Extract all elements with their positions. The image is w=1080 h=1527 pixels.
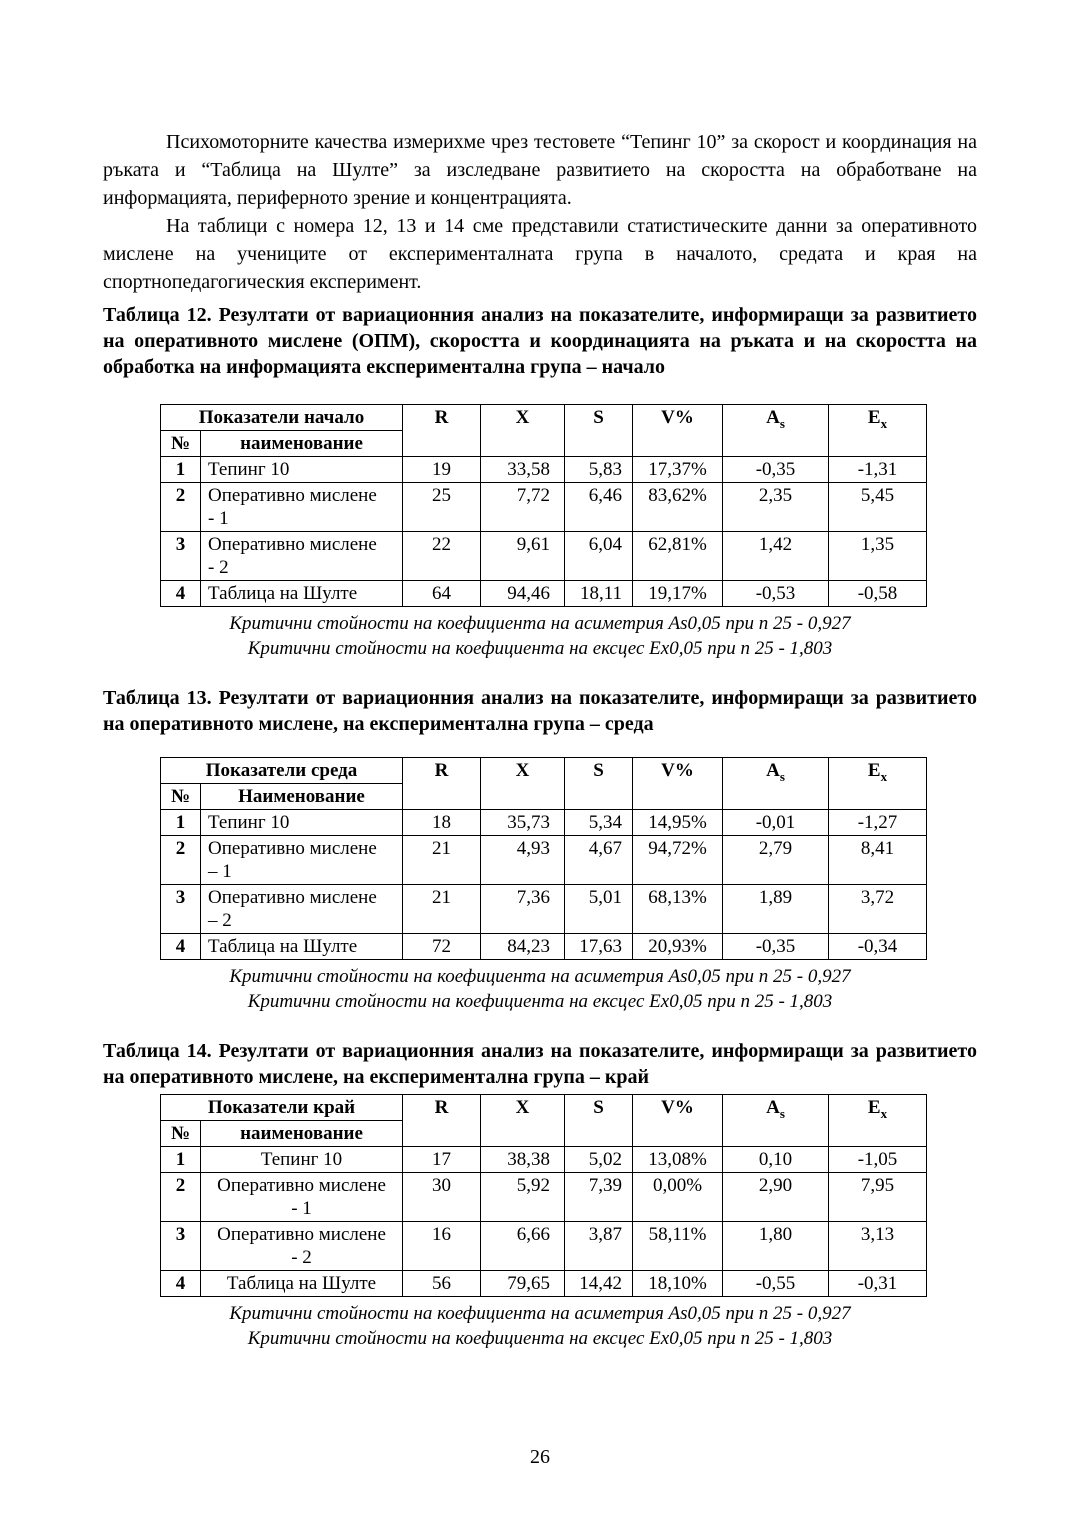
cell-name-line2: – 1 xyxy=(208,861,232,882)
cell-name-line1: Оперативно мислене xyxy=(208,485,377,506)
header-group-label: Показатели среда xyxy=(161,758,403,784)
cell-ex: 3,13 xyxy=(829,1222,927,1271)
cell-v: 14,95% xyxy=(633,810,723,836)
table-row xyxy=(161,457,927,483)
cell-name xyxy=(201,581,403,607)
cell-num: 1 xyxy=(161,1147,201,1173)
note-asymmetry: Критични стойности на коефициента на асиметрия As0,05 при n 25 - 0,927 xyxy=(229,966,851,987)
table-row xyxy=(161,532,927,581)
table-12 xyxy=(160,404,927,607)
table-13-caption: Таблица 13. Резултати от вариационния анализ на показателите, информиращи за развитието на оперативното мислене, на експериментална група – среда xyxy=(103,687,977,735)
header-row-group xyxy=(161,758,927,784)
table-row xyxy=(161,836,927,885)
cell-num: 2 xyxy=(161,483,201,532)
as-label-sub: s xyxy=(779,768,785,784)
cell-as: 2,90 xyxy=(723,1173,829,1222)
cell-name-line1: Таблица на Шулте xyxy=(208,583,358,604)
cell-name xyxy=(201,810,403,836)
ex-label-base: E xyxy=(867,1097,881,1118)
cell-r: 21 xyxy=(403,836,481,885)
header-row-group xyxy=(161,1095,927,1121)
cell-ex: 3,72 xyxy=(829,885,927,934)
cell-num: 3 xyxy=(161,1222,201,1271)
cell-num: 1 xyxy=(161,457,201,483)
cell-ex: -1,31 xyxy=(829,457,927,483)
cell-as: -0,01 xyxy=(723,810,829,836)
ex-label-sub: x xyxy=(880,1105,888,1121)
cell-r: 30 xyxy=(403,1173,481,1222)
cell-v: 0,00% xyxy=(633,1173,723,1222)
table-row xyxy=(161,885,927,934)
cell-name-line1: Оперативно мислене xyxy=(208,887,377,908)
cell-x: 35,73 xyxy=(481,810,565,836)
cell-as: 1,89 xyxy=(723,885,829,934)
cell-name xyxy=(201,483,403,532)
cell-num: 4 xyxy=(161,581,201,607)
note-asymmetry: Критични стойности на коефициента на асиметрия As0,05 при n 25 - 0,927 xyxy=(229,613,851,634)
cell-s: 5,34 xyxy=(565,810,633,836)
cell-s: 5,83 xyxy=(565,457,633,483)
cell-name-line2: - 1 xyxy=(291,1198,312,1219)
cell-num: 2 xyxy=(161,1173,201,1222)
cell-name-line2: - 2 xyxy=(208,557,229,578)
cell-s: 17,63 xyxy=(565,934,633,960)
cell-name xyxy=(201,1222,403,1271)
col-header-v: V% xyxy=(633,1095,723,1147)
col-header-ex xyxy=(829,758,927,810)
col-header-num: № xyxy=(161,431,201,457)
cell-as: 0,10 xyxy=(723,1147,829,1173)
table-row xyxy=(161,1173,927,1222)
table-13-notes xyxy=(103,964,977,1014)
header-row-group xyxy=(161,405,927,431)
cell-ex: -0,58 xyxy=(829,581,927,607)
table-row xyxy=(161,1222,927,1271)
cell-s: 6,04 xyxy=(565,532,633,581)
note-kurtosis: Критични стойности на коефициента на ексцес Ex0,05 при n 25 - 1,803 xyxy=(247,638,833,659)
col-header-name: наименование xyxy=(201,431,403,457)
cell-as: -0,55 xyxy=(723,1271,829,1297)
note-asymmetry: Критични стойности на коефициента на асиметрия As0,05 при n 25 - 0,927 xyxy=(229,1303,851,1324)
cell-x: 4,93 xyxy=(481,836,565,885)
table-row xyxy=(161,483,927,532)
cell-r: 17 xyxy=(403,1147,481,1173)
note-kurtosis: Критични стойности на коефициента на ексцес Ex0,05 при n 25 - 1,803 xyxy=(247,991,833,1012)
col-header-ex xyxy=(829,405,927,457)
cell-num: 4 xyxy=(161,1271,201,1297)
col-header-s: S xyxy=(565,1095,633,1147)
col-header-x: X xyxy=(481,1095,565,1147)
cell-x: 6,66 xyxy=(481,1222,565,1271)
cell-v: 13,08% xyxy=(633,1147,723,1173)
cell-v: 94,72% xyxy=(633,836,723,885)
page-number: 26 xyxy=(530,1446,550,1468)
table-row xyxy=(161,1147,927,1173)
cell-name-line1: Оперативно мислене xyxy=(217,1224,386,1245)
cell-ex: -1,27 xyxy=(829,810,927,836)
cell-x: 84,23 xyxy=(481,934,565,960)
cell-as: 1,80 xyxy=(723,1222,829,1271)
ex-label-base: E xyxy=(867,760,881,781)
cell-x: 79,65 xyxy=(481,1271,565,1297)
table-row xyxy=(161,581,927,607)
table-row xyxy=(161,1271,927,1297)
col-header-ex xyxy=(829,1095,927,1147)
table-12-caption: Таблица 12. Резултати от вариационния анализ на показателите, информиращи за развитието на оперативното мислене (ОПМ), скоростта и координацията на ръката и на скоростта на обработка на информацията експериментална група – начало xyxy=(103,304,977,378)
cell-r: 72 xyxy=(403,934,481,960)
cell-ex: -0,34 xyxy=(829,934,927,960)
note-kurtosis: Критични стойности на коефициента на ексцес Ex0,05 при n 25 - 1,803 xyxy=(247,1328,833,1349)
header-group-label: Показатели край xyxy=(161,1095,403,1121)
cell-s: 6,46 xyxy=(565,483,633,532)
cell-v: 17,37% xyxy=(633,457,723,483)
paragraph-psychomotor: Психомоторните качества измерихме чрез тестовете “Тепинг 10” за скорост и координация на ръката и “Таблица на Шулте” за изследване развитието на скоростта на обработване на информацията, периферното зрение и концентрацията. xyxy=(103,131,977,209)
cell-v: 20,93% xyxy=(633,934,723,960)
col-header-r: R xyxy=(403,758,481,810)
table-14-caption: Таблица 14. Резултати от вариационния анализ на показателите, информиращи за развитието на оперативното мислене, на експериментална група – край xyxy=(103,1040,977,1088)
cell-r: 25 xyxy=(403,483,481,532)
cell-name-line1: Тепинг 10 xyxy=(208,459,290,480)
col-header-s: S xyxy=(565,758,633,810)
cell-v: 68,13% xyxy=(633,885,723,934)
cell-name xyxy=(201,836,403,885)
cell-name xyxy=(201,934,403,960)
col-header-name: наименование xyxy=(201,1121,403,1147)
as-label-sub: s xyxy=(779,415,785,431)
cell-r: 16 xyxy=(403,1222,481,1271)
cell-ex: -1,05 xyxy=(829,1147,927,1173)
col-header-num: № xyxy=(161,784,201,810)
col-header-name: Наименование xyxy=(201,784,403,810)
cell-as: -0,35 xyxy=(723,934,829,960)
cell-ex: 8,41 xyxy=(829,836,927,885)
cell-x: 7,36 xyxy=(481,885,565,934)
cell-r: 18 xyxy=(403,810,481,836)
paragraph-tables-intro: На таблици с номера 12, 13 и 14 сме представили статистическите данни за оперативното мислене на учениците от експерименталната група в началото, средата и края на спортнопедагогическия експеримент. xyxy=(103,215,977,293)
col-header-as xyxy=(723,405,829,457)
cell-name-line2: – 2 xyxy=(208,910,232,931)
cell-r: 19 xyxy=(403,457,481,483)
cell-x: 94,46 xyxy=(481,581,565,607)
cell-x: 33,58 xyxy=(481,457,565,483)
table-12-notes xyxy=(103,611,977,661)
col-header-v: V% xyxy=(633,758,723,810)
cell-as: -0,53 xyxy=(723,581,829,607)
cell-as: 2,79 xyxy=(723,836,829,885)
col-header-as xyxy=(723,758,829,810)
col-header-x: X xyxy=(481,758,565,810)
col-header-v: V% xyxy=(633,405,723,457)
cell-name-line1: Тепинг 10 xyxy=(260,1149,343,1170)
cell-x: 7,72 xyxy=(481,483,565,532)
cell-v: 18,10% xyxy=(633,1271,723,1297)
cell-ex: 1,35 xyxy=(829,532,927,581)
cell-num: 2 xyxy=(161,836,201,885)
cell-s: 18,11 xyxy=(565,581,633,607)
cell-num: 3 xyxy=(161,885,201,934)
cell-name-line1: Тепинг 10 xyxy=(208,812,290,833)
table-row xyxy=(161,934,927,960)
cell-name-line1: Оперативно мислене xyxy=(208,534,377,555)
cell-v: 83,62% xyxy=(633,483,723,532)
ex-label-sub: x xyxy=(880,768,888,784)
cell-x: 9,61 xyxy=(481,532,565,581)
table-14 xyxy=(160,1094,927,1297)
table-14-notes xyxy=(103,1301,977,1351)
cell-name xyxy=(201,1173,403,1222)
cell-name-line1: Оперативно мислене xyxy=(208,838,377,859)
header-group-label: Показатели начало xyxy=(161,405,403,431)
cell-x: 5,92 xyxy=(481,1173,565,1222)
cell-s: 5,01 xyxy=(565,885,633,934)
cell-name-line1: Оперативно мислене xyxy=(217,1175,386,1196)
cell-name xyxy=(201,1271,403,1297)
col-header-s: S xyxy=(565,405,633,457)
cell-name xyxy=(201,885,403,934)
ex-label-sub: x xyxy=(880,415,888,431)
as-label-sub: s xyxy=(779,1105,785,1121)
cell-name-line2: - 2 xyxy=(291,1247,312,1268)
cell-name xyxy=(201,1147,403,1173)
cell-v: 19,17% xyxy=(633,581,723,607)
as-label-base: A xyxy=(766,1097,780,1118)
cell-as: 2,35 xyxy=(723,483,829,532)
cell-s: 5,02 xyxy=(565,1147,633,1173)
cell-r: 22 xyxy=(403,532,481,581)
cell-ex: 5,45 xyxy=(829,483,927,532)
cell-ex: -0,31 xyxy=(829,1271,927,1297)
table-row xyxy=(161,810,927,836)
cell-name-line2: - 1 xyxy=(208,508,229,529)
as-label-base: A xyxy=(766,407,780,428)
cell-x: 38,38 xyxy=(481,1147,565,1173)
col-header-num: № xyxy=(161,1121,201,1147)
cell-num: 1 xyxy=(161,810,201,836)
table-13 xyxy=(160,757,927,960)
cell-s: 7,39 xyxy=(565,1173,633,1222)
cell-s: 4,67 xyxy=(565,836,633,885)
cell-v: 58,11% xyxy=(633,1222,723,1271)
as-label-base: A xyxy=(766,760,780,781)
cell-ex: 7,95 xyxy=(829,1173,927,1222)
cell-as: -0,35 xyxy=(723,457,829,483)
cell-name-line1: Таблица на Шулте xyxy=(226,1273,377,1294)
col-header-r: R xyxy=(403,405,481,457)
col-header-r: R xyxy=(403,1095,481,1147)
cell-s: 14,42 xyxy=(565,1271,633,1297)
cell-num: 4 xyxy=(161,934,201,960)
cell-r: 64 xyxy=(403,581,481,607)
cell-name-line1: Таблица на Шулте xyxy=(208,936,358,957)
cell-name xyxy=(201,457,403,483)
cell-r: 56 xyxy=(403,1271,481,1297)
cell-as: 1,42 xyxy=(723,532,829,581)
cell-name xyxy=(201,532,403,581)
cell-num: 3 xyxy=(161,532,201,581)
cell-s: 3,87 xyxy=(565,1222,633,1271)
cell-v: 62,81% xyxy=(633,532,723,581)
ex-label-base: E xyxy=(867,407,881,428)
cell-r: 21 xyxy=(403,885,481,934)
col-header-x: X xyxy=(481,405,565,457)
col-header-as xyxy=(723,1095,829,1147)
